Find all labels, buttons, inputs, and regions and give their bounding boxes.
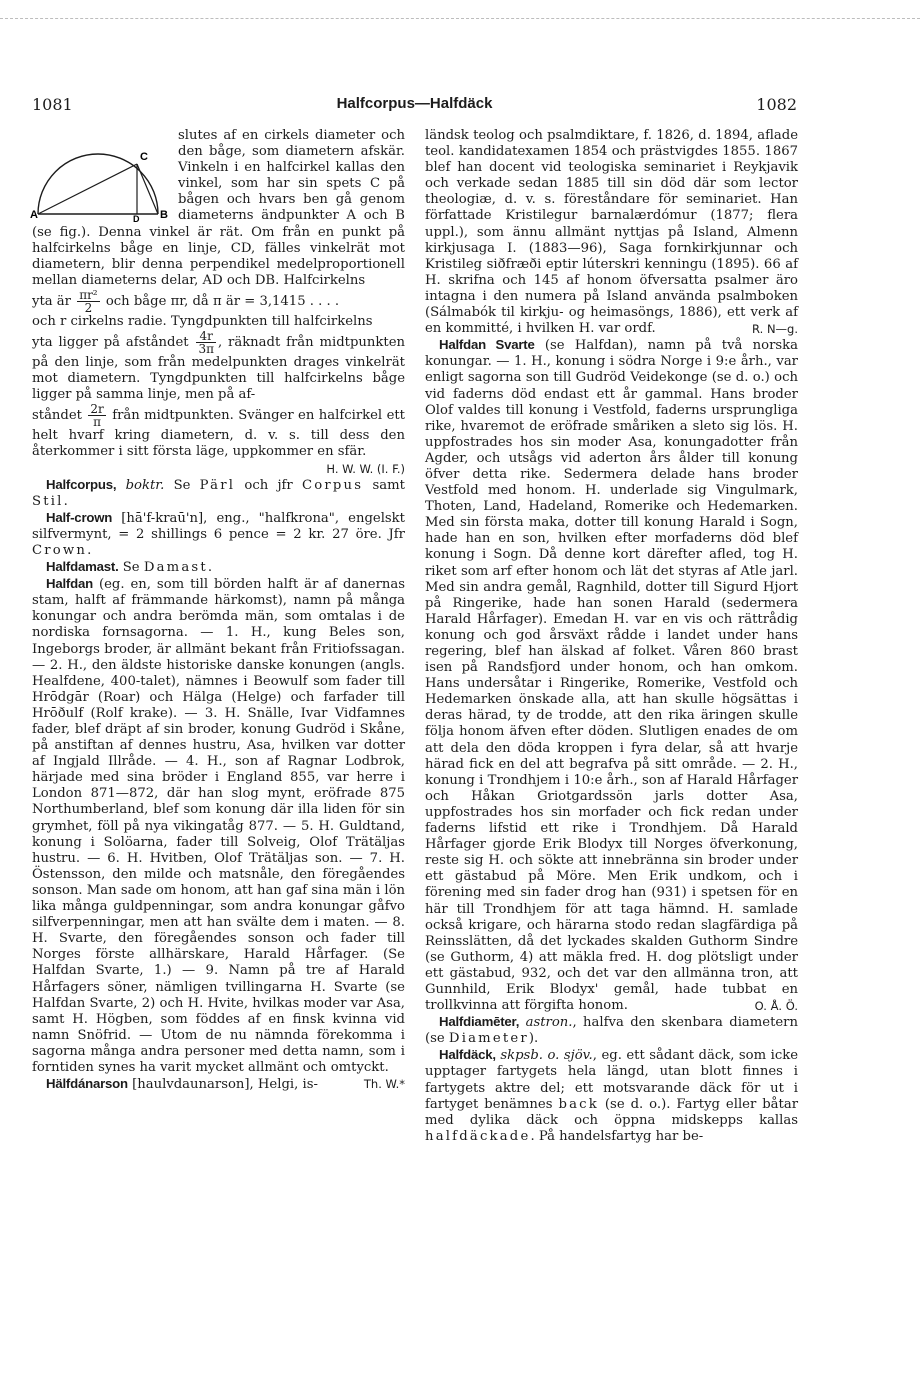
see-label: Se	[122, 560, 140, 576]
headword-halfdamast: Halfdamast.	[46, 559, 119, 575]
headword-halfdan-svarte: Halfdan Svarte	[439, 337, 535, 353]
page-number-right: 1082	[756, 95, 797, 114]
centroid-prefix: yta ligger på afståndet	[32, 335, 189, 351]
halfdanarson-text: [haulvdaunarson], Helgi, is-	[132, 1077, 318, 1093]
radius-line	[32, 314, 405, 330]
halfdan-text: (eg. en, som till börden halft är af danernas stam, halft af främmande härkomst), namn på många konungar och andra berömda män, som omtalas i de nordiska fornsagorna. — 1. H., kung Beles son, Ingeborgs broder, är allmänt bekant från Fritiofssagan. — 2. H., den äldste historiske danske konungen (angls. Healfdene, 400-talet), nämnes i Beowulf som fader till Hrōdgār (Roar) och Hälga (Helge) och farfader till Hrōðulf (Rolf krake). — 3. H. Snälle, Ivar Vidfamnes fader, blef dräpt af sin broder, konung Gudröd i Skåne, på anstiftan af dennes hustru, Asa, hvilken var dotter af Ingjald Illråde. — 4. H., son af Ragnar Lodbrok, härjade med sina bröder i England 855, var herre i London 871—872, där han slog mynt, eröfrade 875 Northumberland, blef som konung där illa liden för sin grymhet, föll på nya vikingatåg 877. — 5. H. Guldtand, konung i Solöarna, fader till Solveig, Olof Trätäljas hustru. — 6. H. Hvitben, Olof Trätäljas son. — 7. H. Östensson, den milde och matsnåle, den föregåendes sonson. Man sade om honom, att han gaf sina män i lön lika många guldpenningar, som andra konungar gåfvo silfverpenningar, men att han svälte dem i maten. — 8. H. Svarte, den föregåendes sonson och fader till Norges förste allhärskare, Harald Hårfager. (Se Halfdan Svarte, 1.) — 9. Namn på tre af Harald Hårfagers söner, nämligen tvillingarna H. Svarte (se Halfdan Svarte, 2) och H. Hvite, hvilkas moder var Asa, samt H. Högben, som föddes af en finsk kvinna vid namn Snöfrid. — Utom de nu nämnda förekomma i sagorna många andra personer med detta namn, som i forntiden synes ha varit mycket allmänt och omtyckt.	[32, 577, 406, 1075]
area-fraction	[77, 289, 99, 314]
page-header	[32, 95, 797, 117]
xref-crown: Crown	[32, 542, 88, 558]
abbr-skpsb: skpsb. o. sjöv.	[500, 1048, 593, 1064]
entry-halfdanarson	[32, 1076, 405, 1093]
see-label: Se	[173, 477, 191, 493]
running-head: Halfcorpus—Halfdäck	[336, 95, 493, 112]
entry-halfdiameter	[425, 1014, 798, 1047]
xref-diameter: Diameter	[448, 1031, 529, 1047]
chord-cb	[137, 164, 158, 214]
area-suffix: och båge πr, då π är = 3,1415 . . . .	[105, 293, 340, 309]
headword-half-crown: Half-crown	[46, 509, 113, 525]
arc-suffix: från midtpunkten. Svänger en halfcirkel ett helt hvarf kring diametern, d. v. s. till dess den återkommer i sitt första läge, uppkommer en sfär.	[32, 408, 405, 460]
entry-halfdamast	[32, 559, 405, 576]
headword-halfdanarson: Hälfdánarson	[46, 1076, 128, 1092]
centroid-denominator: 3π	[198, 342, 214, 357]
semicircle-diagram	[30, 130, 170, 222]
centroid-suffix: , räknadt från midtpunkten på den linje, som från medelpunkten drages vinkelrät mot diametern. Tyngdpunkten till halfcirkelns båge ligger på samma linje, men på af-	[32, 335, 405, 403]
entry-half-crown	[32, 510, 405, 559]
halfdanarson-continued-text: ländsk teolog och psalmdiktare, f. 1826, d. 1894, aflade teol. kandidatexamen 1854 och prästvigdes 1855. 1867 blef han docent vid teologiska seminariet i Reykjavik och verkade sedan 1885 till sin död där som lector theologiæ, d. v. s. föreståndare för seminariet. Han författade Kristilegur barnalærdómur (1877; flera uppl.), som ännu allmänt nyttjas på Island, Almenn kirkjusaga I. (1883—96), Saga fornkirkjunnar och Kristileg siðfræði eptir lúterskri kenningu (1895). 66 af H. skrifna och 145 af honom öfversatta psalmer äro intagna i den numera på Island använda psalmboken (Sálmabók til kirkju- og heimasöngs, 1886), ett verk af en kommitté, i hvilken H. var ordf.	[425, 128, 798, 337]
abbr-boktr: boktr.	[125, 477, 165, 493]
signature-hww: H. W. W. (I. F.)	[326, 461, 405, 476]
halfdanarson-continued	[425, 128, 798, 337]
signature-thw: Th. W.*	[363, 1077, 405, 1092]
area-numerator: πr²	[79, 287, 98, 302]
halfdack-text: , eg. ett sådant däck, som icke upptager fartygets hela längd, utan blott finnes i fartygets aktre del; ett motsvarande däck för ut i fartyget benämnes	[425, 1048, 798, 1112]
headword-halfdiameter: Halfdiamēter,	[439, 1014, 520, 1030]
page-number-left: 1081	[32, 95, 73, 114]
jfr-label: och jfr	[244, 477, 293, 493]
headword-halfdan: Halfdan	[46, 576, 93, 592]
headword-halfdack: Halfdäck,	[439, 1047, 496, 1063]
xref-back: back	[558, 1096, 599, 1112]
xref-damast: Damast	[143, 560, 208, 576]
entry-end: .	[63, 493, 68, 509]
area-formula-line	[32, 289, 405, 314]
centroid-fraction	[196, 330, 216, 355]
halfdan-svarte-text: (se Halfdan), namn på två norska konungar. — 1. H., konung i södra Norge i 9:e årh., var enligt sagorna son till Gudröd Veidekonge (se d. o.) och vid faderns död endast ett år gammal. Hans broder Olof valdes till konung i Vestfold, faderns ursprungliga rike, hvaremot de eröfrade småriken a sleto sig lös. H. uppfostrades hos sin moder Asa, konungadotter från Agder, och utsågs vid aderton års ålder till konung öfver detta rike. Sedermera delade hans broder Vestfold med honom. H. underlade sig Vingulmark, Thoten, Land, Hadeland, Romerike och Hedemarken. Med sin första maka, dotter till konung Harald i Sogn, hade han en son, hvilken efter morfaderns död blef konung i Sogn. Då denne kort därefter afled, tog H. riket som arf efter honom och lät det styras af Atle jarl. Med sin andra gemål, Ragnhild, dotter till Sigurd Hjort på Ringerike, hade han sonen Harald (sedermera Harald Hårfager). Emedan H. var en vis och rättrådig konung och god årsväxt rådde i landet under hans regering, blef han älskad af folket. Våren 860 brast isen på Randsfjord under honom, och han omkom. Hans undersåtar i Ringerike, Romerike, Vestfold och Hedemarken önskade alla, att han skulle högsättas i deras härad, ty de trodde, att den rika äringen skulle följa honom äfven efter döden. Slutligen enades de om att dela den döda kroppen i fyra delar, så att hvarje härad fick en del att begrafva på sitt område. — 2. H., konung i Trondhjem i 10:e årh., son af Harald Hårfager och Håkan Griotgardssön jarls dotter Asa, uppfostrades hos sin morfader och fick redan under faderns lifstid ett rike i Trondhjem. Då Harald Hårfager gjorde Erik Blodyx till Norges öfverkonung, reste sig H. och sökte att innebränna sin broder under ett gästabud på Möre. Men Erik undkom, och i förening med sin fader drog han (931) i spetsen för en här till Trondhjem för att taga hämnd. H. samlade också krigare, och härarna stodo redan slagfärdiga på Reinsslätten, då det lyckades skalden Guthorm Sindre (se Guthorm, 4) att mäkla fred. H. dog plötsligt under ett gästabud, 932, och det var den allmänna tron, att Gunnhild, Erik Blodyx' gemål, hade tubbat en trollkvinna att förgifta honom.	[425, 338, 799, 1014]
centroid-surface-line	[32, 330, 405, 403]
entry-end: .	[207, 560, 213, 576]
entry-halfcorpus	[32, 477, 405, 510]
arc-denominator: π	[93, 415, 102, 430]
entry-end: .	[87, 542, 92, 558]
semicircle-figure	[30, 130, 170, 222]
arc-numerator: 2r	[90, 402, 104, 417]
signature-oao: O. Å. Ö.	[754, 999, 798, 1014]
halfdack-text-2: (se d. o.). Fartyg eller båtar med dylika däck och öppna midskepps kallas	[425, 1096, 799, 1128]
samt-label: samt	[372, 477, 405, 493]
scan-edge-line	[0, 18, 920, 19]
semicircle-text: slutes af en cirkels diameter och den båge, som diametern afskär. Vinkeln i en halfcirkel kallas den vinkel, som har sin spets C på bågen och hvars ben gå genom diameterns ändpunkter A och B (se fig.). Denna vinkel är rät. Om från en punkt på halfcirkelns båge en linje, CD, fälles vinkelrät mot diametern, blir denna perpendikel medelproportionell mellan diameterns delar, AD och DB. Halfcirkelns	[32, 128, 405, 288]
radius-text: och r cirkelns radie. Tyngdpunkten till halfcirkelns	[32, 313, 373, 329]
half-crown-text: [hā'f-kraū'n], eng., "halfkrona", engelskt silfvermynt, = 2 shillings 6 pence = 2 kr. 27 öre. Jfr	[32, 510, 405, 542]
area-denominator: 2	[84, 300, 93, 315]
entry-halfdack	[425, 1047, 798, 1145]
chord-ac	[38, 164, 137, 214]
arc-fraction	[88, 403, 105, 428]
right-column	[425, 128, 798, 1145]
centroid-numerator: 4r	[196, 330, 216, 343]
headword-halfcorpus: Halfcorpus,	[46, 476, 117, 492]
term-halfdackade: halfdäckade	[425, 1128, 531, 1144]
label-b: B	[160, 209, 168, 221]
arc-prefix: ståndet	[32, 408, 82, 424]
label-c: C	[140, 151, 148, 163]
abbr-astron: astron.	[525, 1015, 573, 1031]
xref-corpus: Corpus	[301, 477, 364, 493]
xref-stil: Stil	[32, 493, 64, 509]
centroid-arc-line	[32, 402, 405, 476]
area-prefix: yta är	[32, 293, 71, 309]
entry-end: ).	[528, 1031, 539, 1047]
halfdack-text-3: . På handelsfartyg har be-	[530, 1128, 704, 1144]
halfdiameter-text: , halfva den skenbara diametern (se	[425, 1015, 798, 1047]
xref-parl: Pärl	[199, 477, 236, 493]
left-column	[32, 128, 405, 1093]
entry-halfdan-svarte	[425, 337, 798, 1014]
signature-rng: R. N—g.	[752, 322, 798, 337]
label-d: D	[133, 214, 140, 222]
label-a: A	[30, 209, 38, 221]
